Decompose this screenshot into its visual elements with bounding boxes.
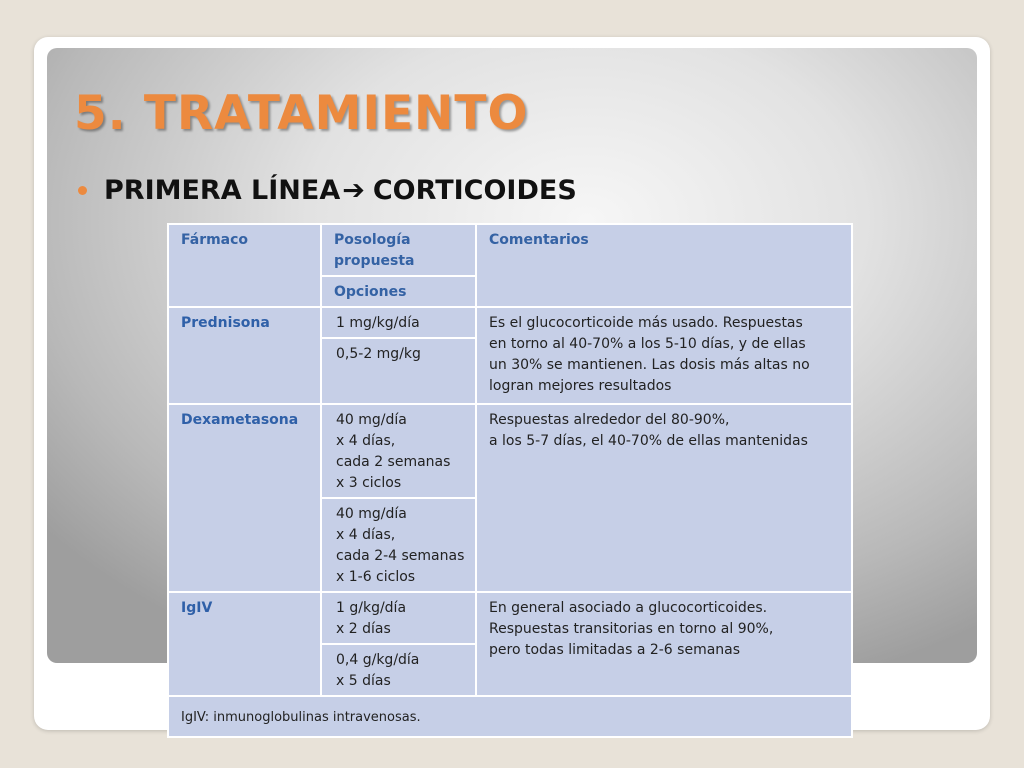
treatment-table <box>167 223 853 738</box>
drug-comment <box>476 307 852 404</box>
dose-line: x 4 días, <box>336 527 396 543</box>
header-posologia-line: Posología <box>334 232 411 248</box>
dose-line: cada 2-4 semanas <box>336 548 465 564</box>
dose-line: x 3 ciclos <box>336 475 402 491</box>
comment-line: en torno al 40-70% a los 5-10 días, y de ellas <box>489 336 806 352</box>
dose-option <box>321 644 476 696</box>
comment-line: En general asociado a glucocorticoides. <box>489 600 768 616</box>
drug-name: IgIV <box>168 592 321 696</box>
bullet-item <box>78 170 577 210</box>
dose-line: 1 g/kg/día <box>336 600 407 616</box>
drug-name: Dexametasona <box>168 404 321 592</box>
header-opciones: Opciones <box>321 276 476 307</box>
table-footnote: IgIV: inmunoglobulinas intravenosas. <box>168 696 852 737</box>
comment-line: logran mejores resultados <box>489 378 672 394</box>
drug-comment <box>476 592 852 696</box>
header-posologia <box>321 224 476 276</box>
drug-comment <box>476 404 852 592</box>
dose-line: 1 mg/kg/día <box>336 315 420 331</box>
dose-line: 40 mg/día <box>336 412 407 428</box>
dose-option <box>321 338 476 404</box>
dose-primary <box>321 404 476 498</box>
dose-line: 0,4 g/kg/día <box>336 652 420 668</box>
dose-line: x 1-6 ciclos <box>336 569 416 585</box>
dose-primary <box>321 592 476 644</box>
comment-line: pero todas limitadas a 2-6 semanas <box>489 642 741 658</box>
arrow-right-icon: ➔ <box>342 174 365 206</box>
header-farmaco: Fármaco <box>168 224 321 307</box>
slide-title: 5. TRATAMIENTO <box>74 86 529 141</box>
dose-option <box>321 498 476 592</box>
comment-line: Es el glucocorticoide más usado. Respuestas <box>489 315 803 331</box>
table-row <box>168 592 852 644</box>
drug-name: Prednisona <box>168 307 321 404</box>
table-row <box>168 404 852 498</box>
dose-line: x 5 días <box>336 673 391 689</box>
bullet-dot-icon <box>78 186 87 195</box>
dose-line: 0,5-2 mg/kg <box>336 346 421 362</box>
dose-line: x 2 días <box>336 621 391 637</box>
header-comentarios: Comentarios <box>476 224 852 307</box>
dose-primary <box>321 307 476 338</box>
comment-line: un 30% se mantienen. Las dosis más altas no <box>489 357 810 373</box>
dose-line: x 4 días, <box>336 433 396 449</box>
comment-line: Respuestas alrededor del 80-90%, <box>489 412 730 428</box>
bullet-text-primera-linea: PRIMERA LÍNEA <box>104 174 341 206</box>
table-row <box>168 307 852 338</box>
dose-line: 40 mg/día <box>336 506 407 522</box>
bullet-text-corticoides: CORTICOIDES <box>372 174 577 206</box>
table-header-row <box>168 224 852 276</box>
table-footnote-row <box>168 696 852 737</box>
comment-line: a los 5-7 días, el 40-70% de ellas mantenidas <box>489 433 808 449</box>
header-posologia-line: propuesta <box>334 253 415 269</box>
comment-line: Respuestas transitorias en torno al 90%, <box>489 621 774 637</box>
dose-line: cada 2 semanas <box>336 454 451 470</box>
